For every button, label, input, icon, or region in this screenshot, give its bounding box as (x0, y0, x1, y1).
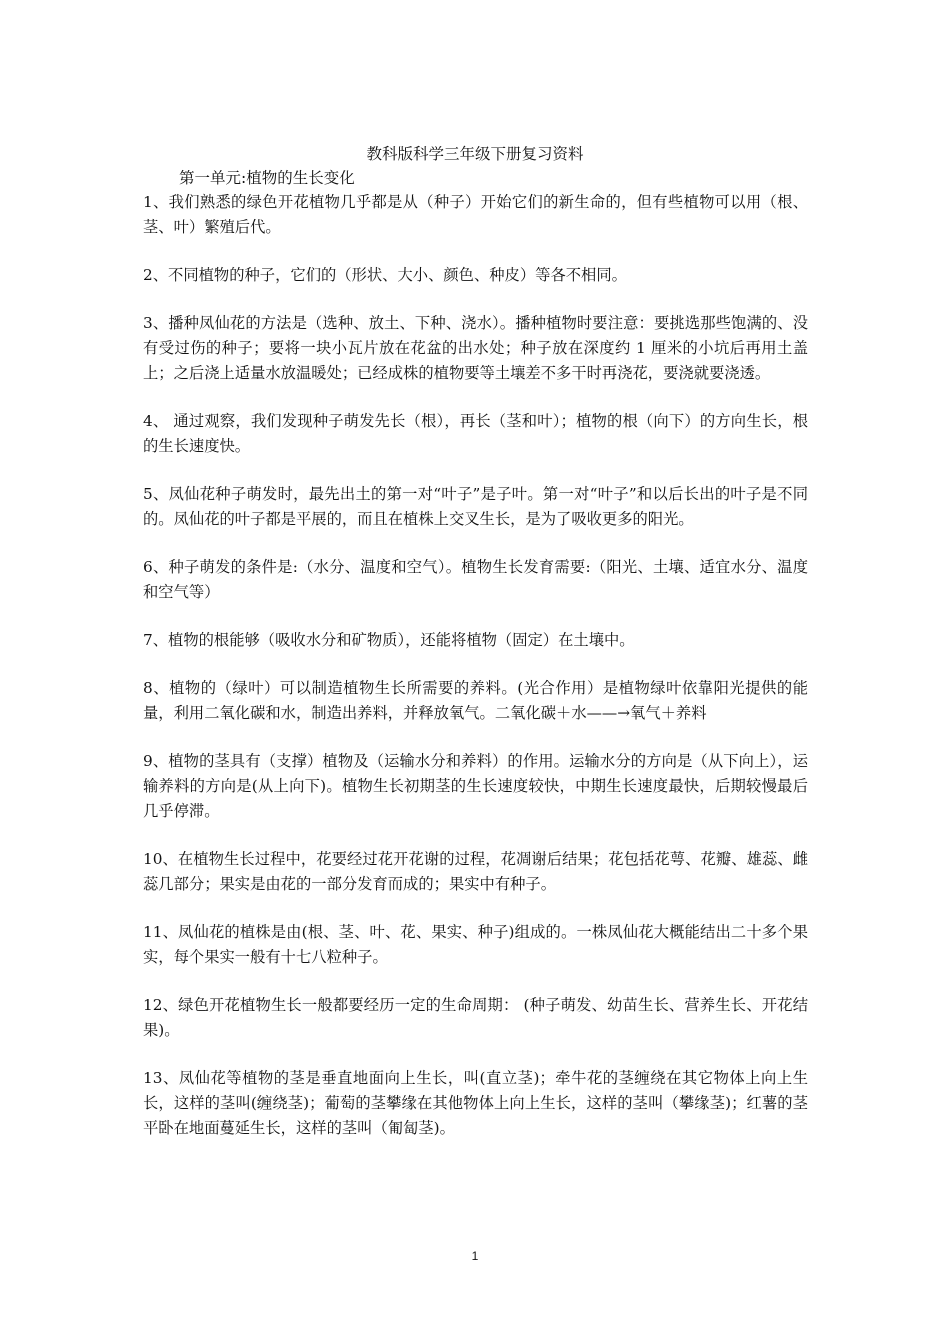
paragraph-1: 1、我们熟悉的绿色开花植物几乎都是从（种子）开始它们的新生命的，但有些植物可以用（根、茎、叶）繁殖后代。 (143, 193, 808, 236)
page-number: 1 (471, 1249, 479, 1263)
paragraph-12: 12、绿色开花植物生长一般都要经历一定的生命周期： (种子萌发、幼苗生长、营养生长、开花结果)。 (143, 996, 808, 1039)
paragraph-10: 10、在植物生长过程中，花要经过花开花谢的过程，花凋谢后结果；花包括花萼、花瓣、雄蕊、雌蕊几部分；果实是由花的一部分发育而成的；果实中有种子。 (143, 850, 808, 893)
paragraph-3: 3、播种凤仙花的方法是（选种、放土、下种、浇水）。播种植物时要注意：要挑选那些饱满的、没有受过伤的种子；要将一块小瓦片放在花盆的出水处；种子放在深度约 1 厘米的小坑后再用土盖上；之后浇上适量水放温暖处；已经成株的植物要等土壤差不多干时再浇花，要浇就要浇透。 (143, 314, 808, 382)
paragraph-5: 5、凤仙花种子萌发时，最先出土的第一对“叶子”是子叶。第一对“叶子”和以后长出的叶子是不同的。凤仙花的叶子都是平展的，而且在植株上交叉生长，是为了吸收更多的阳光。 (143, 485, 808, 528)
paragraph-9: 9、植物的茎具有（支撑）植物及（运输水分和养料）的作用。运输水分的方向是（从下向上），运输养料的方向是(从上向下)。植物生长初期茎的生长速度较快，中期生长速度最快，后期较慢最后几乎停滞。 (143, 752, 808, 820)
document-title: 教科版科学三年级下册复习资料 (366, 145, 584, 163)
paragraph-6: 6、种子萌发的条件是:（水分、温度和空气）。植物生长发育需要:（阳光、土壤、适宜水分、温度和空气等） (143, 558, 808, 601)
paragraph-7: 7、植物的根能够（吸收水分和矿物质），还能将植物（固定）在土壤中。 (143, 631, 635, 649)
paragraph-4: 4、 通过观察，我们发现种子萌发先长（根），再长（茎和叶）；植物的根（向下）的方向生长，根的生长速度快。 (143, 412, 808, 455)
paragraph-11: 11、凤仙花的植株是由(根、茎、叶、花、果实、种子)组成的。一株凤仙花大概能结出二十多个果实，每个果实一般有十七八粒种子。 (143, 923, 808, 966)
paragraph-list (143, 190, 808, 1164)
paragraph-2: 2、不同植物的种子，它们的（形状、大小、颜色、种皮）等各不相同。 (143, 266, 627, 284)
unit-heading: 第一单元:植物的生长变化 (179, 169, 355, 187)
paragraph-8: 8、植物的（绿叶）可以制造植物生长所需要的养料。(光合作用）是植物绿叶依靠阳光提供的能量，利用二氧化碳和水，制造出养料，并释放氧气。二氧化碳＋水——→氧气＋养料 (143, 679, 808, 722)
paragraph-13: 13、凤仙花等植物的茎是垂直地面向上生长，叫(直立茎)；牵牛花的茎缠绕在其它物体上向上生长，这样的茎叫(缠绕茎)；葡萄的茎攀缘在其他物体上向上生长，这样的茎叫（攀缘茎)；红薯的茎平卧在地面蔓延生长，这样的茎叫（匍匐茎)。 (143, 1069, 808, 1137)
